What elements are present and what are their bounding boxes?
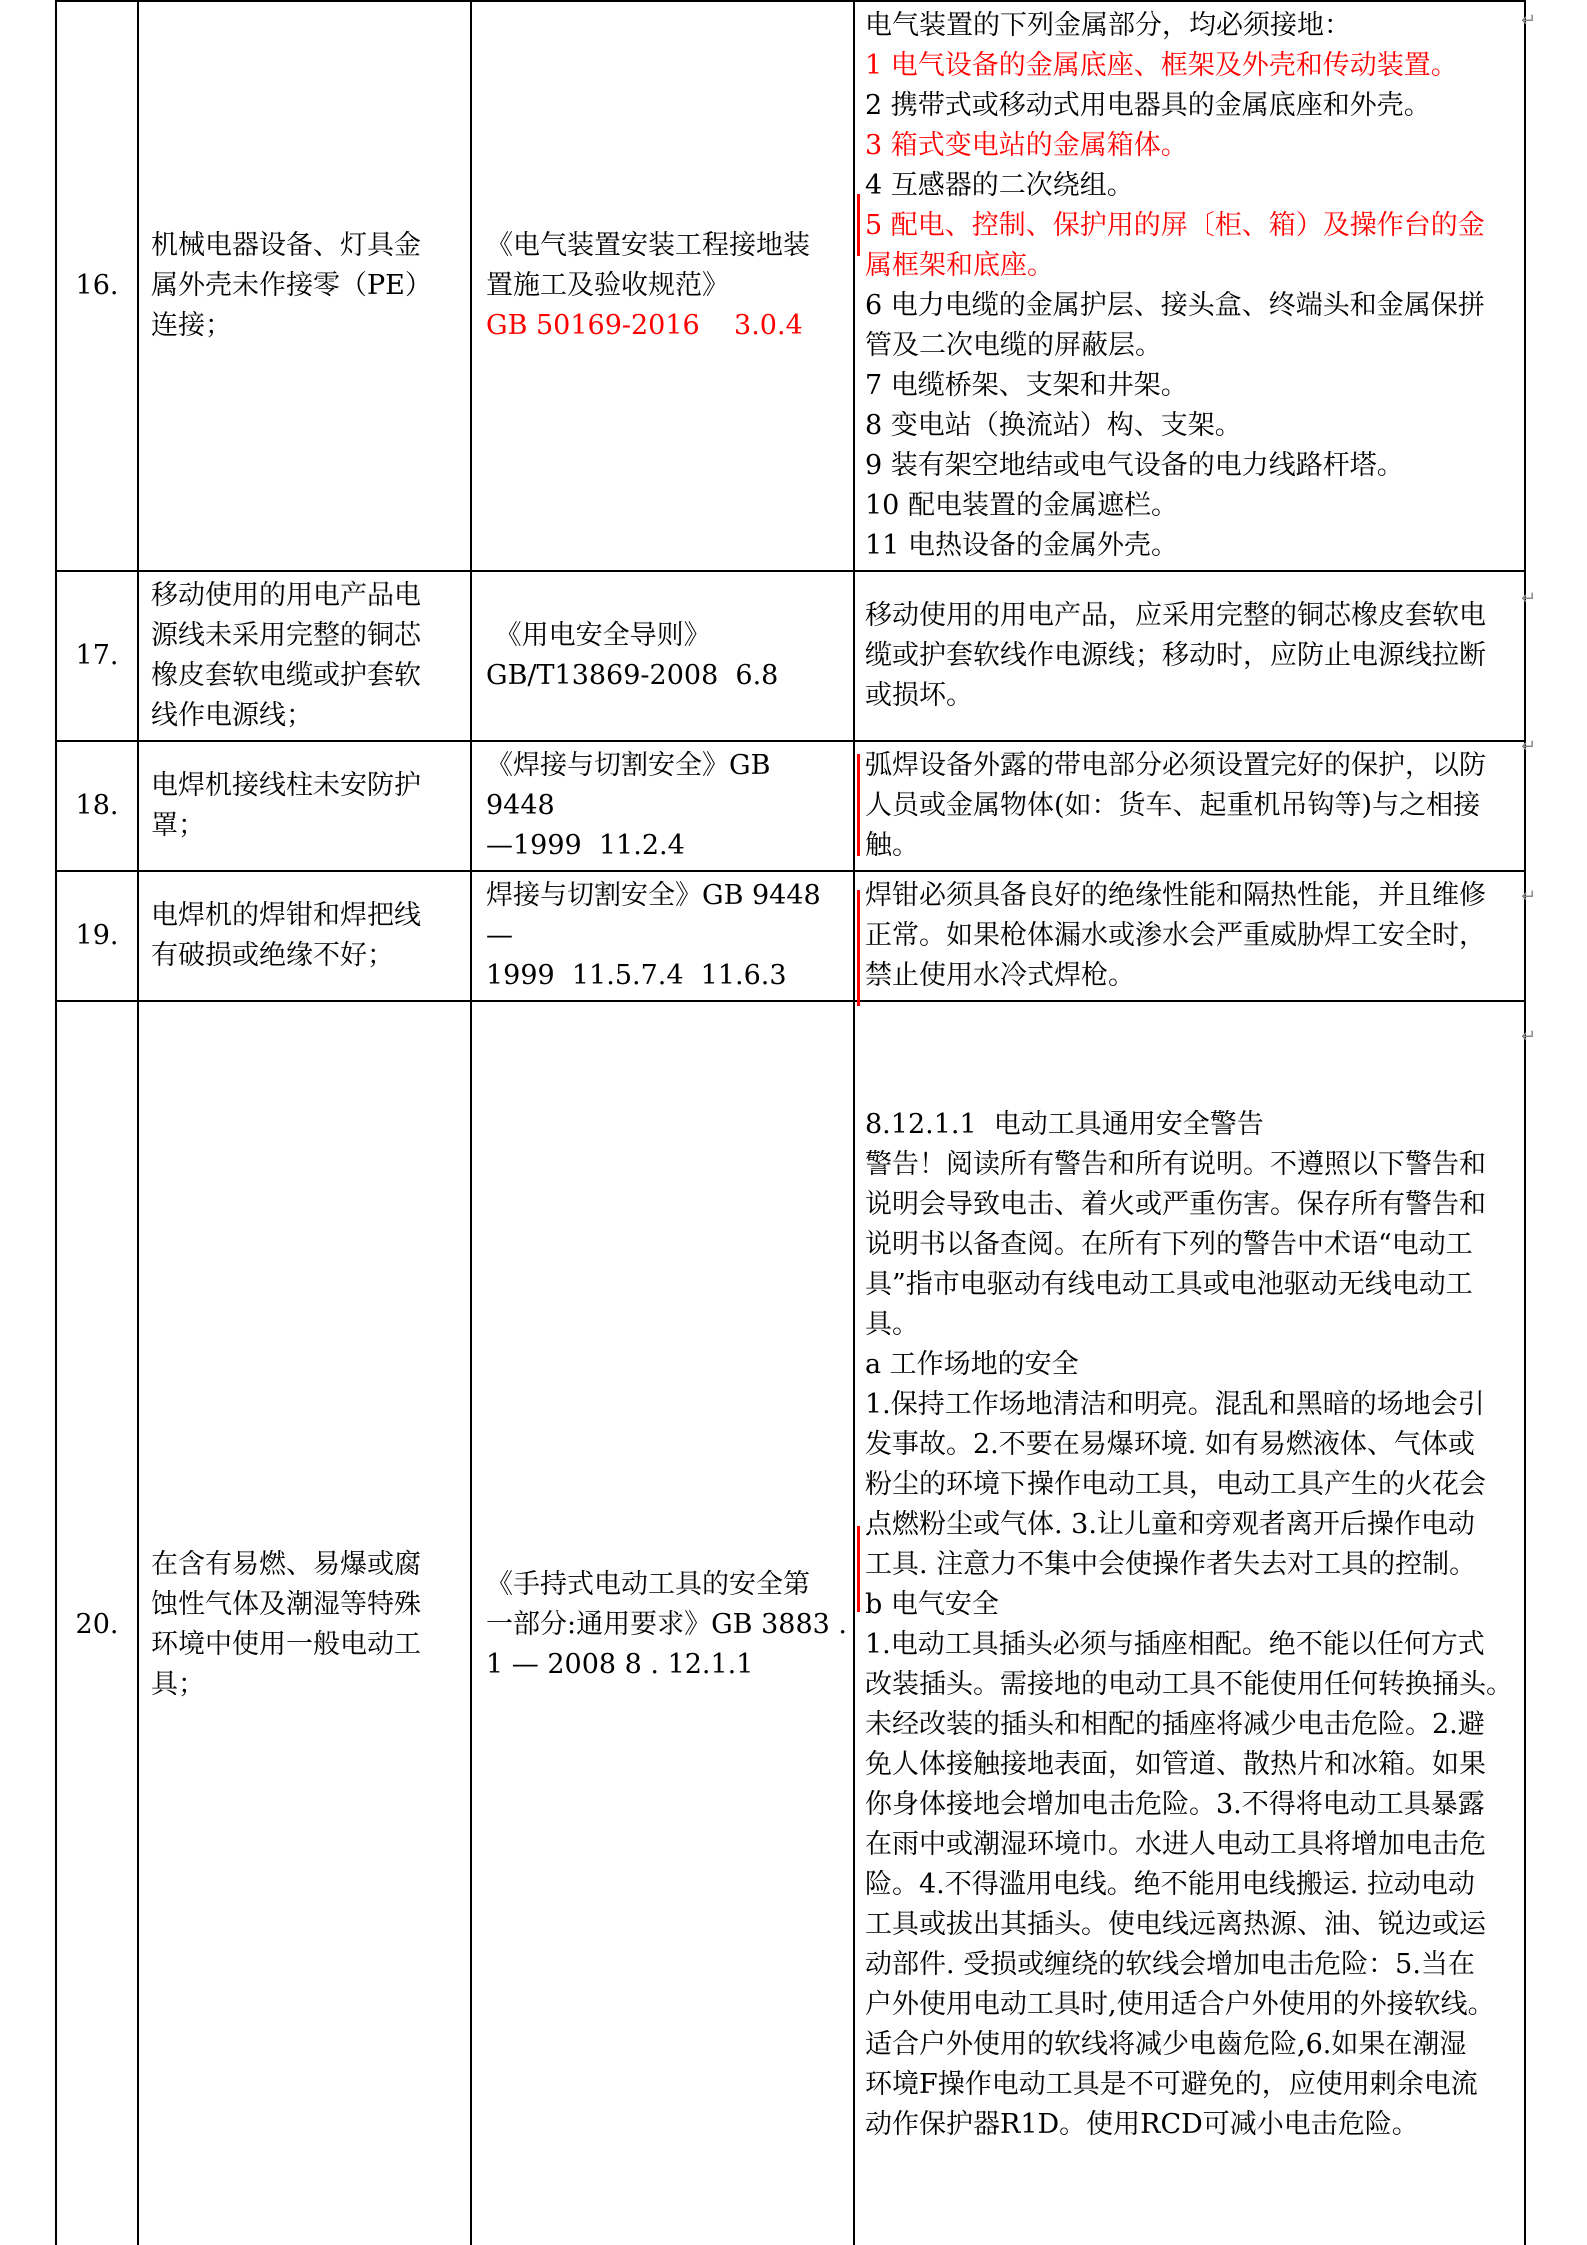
cell-number: 20.	[56, 1001, 138, 2245]
cell-requirements	[854, 741, 1525, 871]
revision-change-bar	[857, 194, 860, 256]
cell-standard-ref	[471, 571, 854, 741]
text-line: 弧焊设备外露的带电部分必须设置完好的保护，以防	[865, 750, 1486, 781]
text-line: 警告！阅读所有警告和所有说明。不遵照以下警告和	[865, 1149, 1486, 1180]
text-line: 你身体接地会增加电击危险。3.不得将电动工具暴露	[865, 1789, 1485, 1820]
text-line: 工具或拔出其插头。使电线远离热源、油、锐边或运	[865, 1909, 1486, 1940]
cell-issue: 移动使用的用电产品电 源线未采用完整的铜芯 橡皮套软电缆或护套软 线作电源线；	[138, 571, 471, 741]
paragraph-return-icon: ↵	[1521, 10, 1537, 31]
cell-standard-ref	[471, 1, 854, 571]
text-line: 8 变电站（换流站）构、支架。	[865, 410, 1242, 441]
cell-requirements	[854, 571, 1525, 741]
text-line: 9 装有架空地结或电气设备的电力线路杆塔。	[865, 450, 1404, 481]
text-line: 11 电热设备的金属外壳。	[865, 530, 1178, 561]
cell-requirements	[854, 1, 1525, 571]
text-line: 一部分:通用要求》GB 3883 .	[486, 1609, 847, 1640]
text-line: 动作保护器R1D。使用RCD可减小电击危险。	[865, 2109, 1419, 2140]
text-line: 点燃粉尘或气体. 3.让儿童和旁观者离开后操作电动	[865, 1509, 1475, 1540]
text-line: 说明会导致电击、着火或严重伤害。保存所有警告和	[865, 1189, 1486, 1220]
text-line: 动部件. 受损或缠绕的软线会增加电击危险：5.当在	[865, 1949, 1475, 1980]
text-line: 管及二次电缆的屏蔽层。	[865, 330, 1162, 361]
paragraph-return-icon: ↵	[1521, 588, 1537, 609]
cell-issue: 机械电器设备、灯具金 属外壳未作接零（PE） 连接；	[138, 1, 471, 571]
text-line: 焊接与切割安全》GB 9448—	[486, 880, 821, 951]
table-row	[56, 1, 1525, 571]
revision-change-bar	[857, 1526, 860, 1612]
text-line: b 电气安全	[865, 1589, 999, 1620]
text-line-red: 5 配电、控制、保护用的屏〔柜、箱）及操作台的金	[865, 210, 1485, 241]
text-line: 禁止使用水冷式焊枪。	[865, 960, 1135, 991]
text-line: 险。4.不得滥用电线。绝不能用电线搬运. 拉动电动	[865, 1869, 1475, 1900]
text-line: —1999 11.2.4	[486, 830, 685, 861]
text-line: 7 电缆桥架、支架和井架。	[865, 370, 1188, 401]
text-line: 改装插头。需接地的电动工具不能使用任何转换捅头。	[865, 1669, 1513, 1700]
text-line: 8.12.1.1 电动工具通用安全警告	[865, 1109, 1264, 1140]
table-row	[56, 1001, 1525, 2245]
text-line: GB/T13869-2008 6.8	[486, 660, 779, 691]
text-line: 《焊接与切割安全》GB 9448	[486, 750, 780, 821]
text-line-red: GB 50169-2016 3.0.4	[486, 310, 803, 341]
text-line: 未经改装的插头和相配的插座将减少电击危险。2.避	[865, 1709, 1485, 1740]
text-line: 触。	[865, 830, 919, 861]
text-line: 《用电安全导则》	[486, 620, 711, 651]
text-line: 《手持式电动工具的安全第	[486, 1569, 810, 1600]
cell-number: 16.	[56, 1, 138, 571]
cell-requirements	[854, 871, 1525, 1001]
text-line: 工具. 注意力不集中会使操作者失去对工具的控制。	[865, 1549, 1477, 1580]
text-line: 正常。如果枪体漏水或渗水会严重威胁焊工安全时，	[865, 920, 1486, 951]
text-line: 《电气装置安装工程接地装	[486, 230, 810, 261]
text-line: 1 — 2008 8 . 12.1.1	[486, 1649, 754, 1680]
text-line: 10 配电装置的金属遮栏。	[865, 490, 1178, 521]
paragraph-return-icon: ↵	[1521, 736, 1537, 757]
text-line: 2 携带式或移动式用电器具的金属底座和外壳。	[865, 90, 1431, 121]
text-line: 适合户外使用的软线将减少电齒危险,6.如果在潮湿	[865, 2029, 1467, 2060]
table-body	[56, 1, 1525, 2245]
text-line: 置施工及验收规范》	[486, 270, 729, 301]
cell-standard-ref	[471, 741, 854, 871]
text-line: 移动使用的用电产品，应采用完整的铜芯橡皮套软电	[865, 600, 1486, 631]
text-line: 焊钳必须具备良好的绝缘性能和隔热性能，并且维修	[865, 880, 1486, 911]
text-line: 说明书以备查阅。在所有下列的警告中术语“电动工	[865, 1229, 1473, 1260]
text-line-red: 属框架和底座。	[865, 250, 1054, 281]
text-line: 4 互感器的二次绕组。	[865, 170, 1134, 201]
text-line: 1999 11.5.7.4 11.6.3	[486, 960, 787, 991]
cell-number: 18.	[56, 741, 138, 871]
cell-requirements	[854, 1001, 1525, 2245]
text-line: 或损坏。	[865, 680, 973, 711]
paragraph-return-icon: ↵	[1521, 886, 1537, 907]
cell-issue: 在含有易燃、易爆或腐 蚀性气体及潮湿等特殊 环境中使用一般电动工 具；	[138, 1001, 471, 2245]
text-line: a 工作场地的安全	[865, 1349, 1079, 1380]
text-line: 具。	[865, 1309, 919, 1340]
text-line: 缆或护套软线作电源线；移动时，应防止电源线拉断	[865, 640, 1486, 671]
table-row	[56, 571, 1525, 741]
cell-number: 17.	[56, 571, 138, 741]
text-line: 电气装置的下列金属部分，均必须接地：	[865, 10, 1351, 41]
text-line: 人员或金属物体(如：货车、起重机吊钩等)与之相接	[865, 790, 1481, 821]
cell-number: 19.	[56, 871, 138, 1001]
text-line: 发事故。2.不要在易爆环境. 如有易燃液体、气体或	[865, 1429, 1475, 1460]
table-row	[56, 741, 1525, 871]
paragraph-return-icon: ↵	[1521, 1026, 1537, 1047]
table-row	[56, 871, 1525, 1001]
text-line-red: 3 箱式变电站的金属箱体。	[865, 130, 1188, 161]
safety-issues-table	[55, 0, 1526, 2245]
text-line: 粉尘的环境下操作电动工具，电动工具产生的火花会	[865, 1469, 1486, 1500]
cell-standard-ref	[471, 871, 854, 1001]
text-line-red: 1 电气设备的金属底座、框架及外壳和传动装置。	[865, 50, 1458, 81]
text-line: 在雨中或潮湿环境巾。水进人电动工具将增加电击危	[865, 1829, 1486, 1860]
text-line: 环境F操作电动工具是不可避免的，应使用剌余电流	[865, 2069, 1478, 2100]
cell-issue: 电焊机接线柱未安防护 罩；	[138, 741, 471, 871]
text-line: 6 电力电缆的金属护层、接头盒、终端头和金属保拼	[865, 290, 1485, 321]
revision-change-bar	[857, 890, 860, 1006]
text-line: 免人体接触接地表面，如管道、散热片和冰箱。如果	[865, 1749, 1486, 1780]
text-line: 1.电动工具插头必须与插座相配。绝不能以任何方式	[865, 1629, 1485, 1660]
text-line: 户外使用电动工具时,使用适合户外使用的外接软线。	[865, 1989, 1495, 2020]
text-line: 1.保持工作场地清洁和明亮。混乱和黑暗的场地会引	[865, 1389, 1485, 1420]
cell-standard-ref	[471, 1001, 854, 2245]
revision-change-bar	[857, 754, 860, 856]
text-line: 具”指市电驱动有线电动工具或电池驱动无线电动工	[865, 1269, 1473, 1300]
cell-issue: 电焊机的焊钳和焊把线 有破损或绝缘不好；	[138, 871, 471, 1001]
